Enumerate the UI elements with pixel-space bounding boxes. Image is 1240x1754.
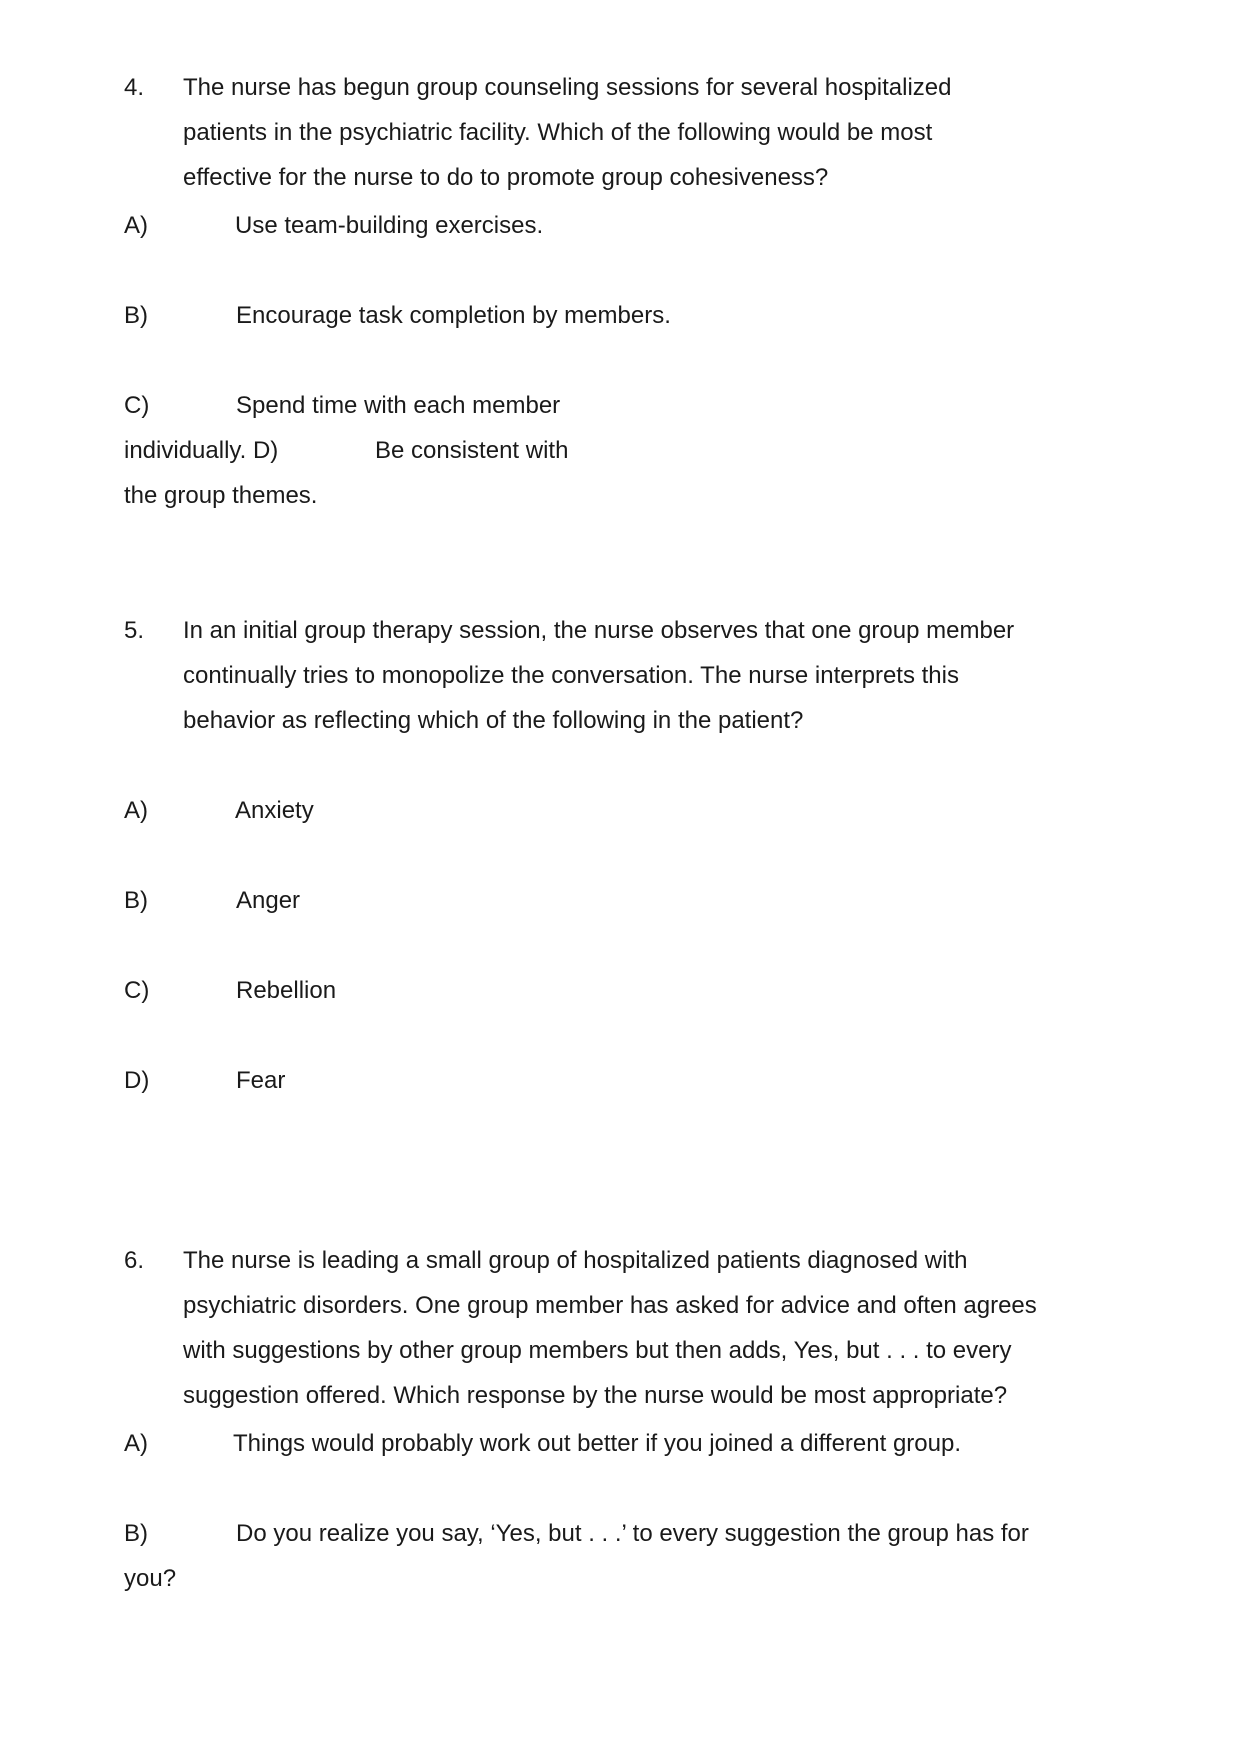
option-label: A) xyxy=(124,212,148,239)
option-label: B) xyxy=(124,1520,148,1547)
option-label: C) xyxy=(124,977,150,1004)
question-stem-line: continually tries to monopolize the conversation. The nurse interprets this xyxy=(183,662,959,689)
option-text: Anger xyxy=(236,887,301,914)
question-number: 5. xyxy=(124,617,145,644)
option-label: A) xyxy=(124,797,148,824)
option-label: C) xyxy=(124,392,150,419)
option-label: D) xyxy=(124,1067,150,1094)
option-text-wrap: you? xyxy=(124,1565,177,1592)
question-number: 4. xyxy=(124,74,145,101)
question-stem-line: psychiatric disorders. One group member has asked for advice and often agrees xyxy=(183,1292,1037,1319)
option-label: B) xyxy=(124,302,148,329)
question-stem-line: The nurse has begun group counseling sessions for several hospitalized xyxy=(183,74,952,101)
option-label: B) xyxy=(124,887,148,914)
option-text: Be consistent with xyxy=(375,437,569,464)
question-stem-line: with suggestions by other group members but then adds, Yes, but . . . to every xyxy=(183,1337,1012,1364)
question-stem-line: patients in the psychiatric facility. Which of the following would be most xyxy=(183,119,933,146)
question-stem-line: In an initial group therapy session, the nurse observes that one group member xyxy=(183,617,1015,644)
question-stem-line: effective for the nurse to do to promote group cohesiveness? xyxy=(183,164,829,191)
option-text: Things would probably work out better if you joined a different group. xyxy=(233,1430,961,1457)
option-text: Spend time with each member xyxy=(236,392,561,419)
question-stem-line: behavior as reflecting which of the following in the patient? xyxy=(183,707,804,734)
option-text: Use team-building exercises. xyxy=(235,212,544,239)
question-stem-line: The nurse is leading a small group of hospitalized patients diagnosed with xyxy=(183,1247,968,1274)
question-stem-line: suggestion offered. Which response by the nurse would be most appropriate? xyxy=(183,1382,1008,1409)
option-text-wrap: individually. D) xyxy=(124,437,279,464)
option-text: Rebellion xyxy=(236,977,337,1004)
option-text: Do you realize you say, ‘Yes, but . . .’ to every suggestion the group has for xyxy=(236,1520,1029,1547)
option-text: Anxiety xyxy=(235,797,314,824)
option-label: A) xyxy=(124,1430,148,1457)
option-text-wrap: the group themes. xyxy=(124,482,318,509)
option-text: Encourage task completion by members. xyxy=(236,302,671,329)
question-number: 6. xyxy=(124,1247,145,1274)
option-text: Fear xyxy=(236,1067,286,1094)
